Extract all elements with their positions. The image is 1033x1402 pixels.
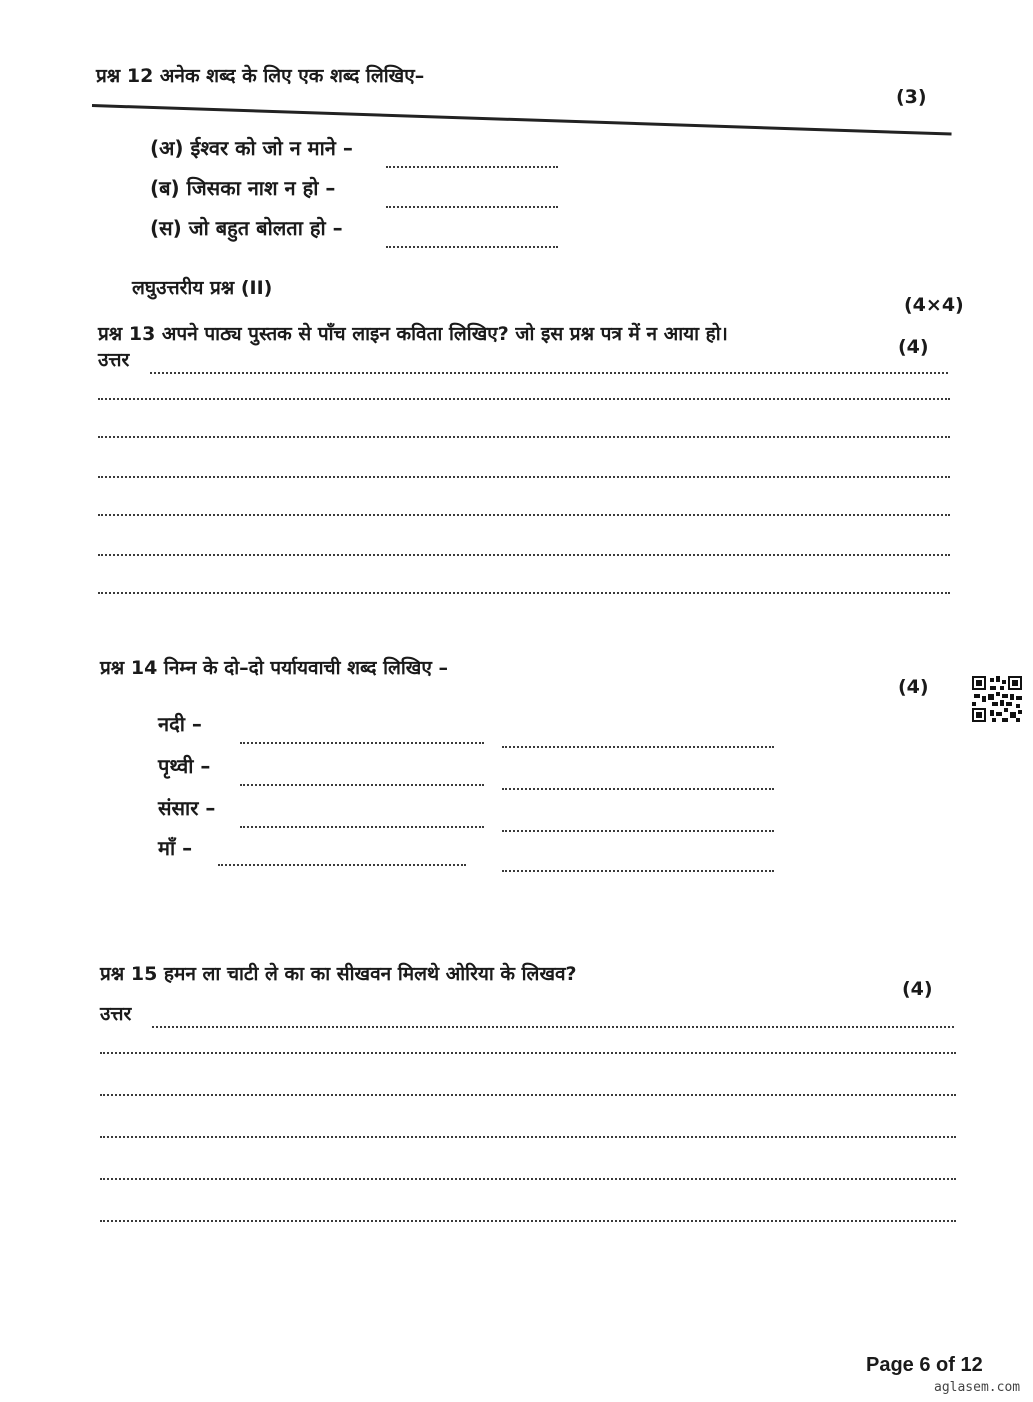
q12-item-a-label: (अ) ईश्वर को जो न माने – bbox=[150, 136, 353, 160]
q14-item-label: पृथ्वी – bbox=[158, 754, 211, 778]
section-marks: (4×4) bbox=[904, 294, 964, 316]
q14-item-label: संसार – bbox=[158, 796, 216, 820]
q14-item-answer-line-2 bbox=[502, 830, 774, 832]
q14-item-answer-line-1 bbox=[240, 784, 484, 786]
q15-answer-line bbox=[100, 1052, 956, 1054]
page-number: Page 6 of 12 bbox=[866, 1354, 983, 1376]
q13-answer-line bbox=[98, 436, 950, 438]
q12-item-b-label: (ब) जिसका नाश न हो – bbox=[150, 176, 336, 200]
q12-item-c-label: (स) जो बहुत बोलता हो – bbox=[150, 216, 343, 240]
q14-item-answer-line-2 bbox=[502, 746, 774, 748]
q14-item-answer-line-2 bbox=[502, 870, 774, 872]
q13-answer-line bbox=[98, 398, 950, 400]
q14-marks: (4) bbox=[898, 676, 929, 698]
q14-item-answer-line-1 bbox=[240, 742, 484, 744]
q12-marks: (3) bbox=[896, 86, 927, 108]
q13-answer-line bbox=[98, 514, 950, 516]
q15-answer-line bbox=[100, 1094, 956, 1096]
q13-answer-label: उत्तर bbox=[98, 349, 130, 371]
q12-underline bbox=[92, 104, 952, 136]
q14-item-answer-line-1 bbox=[240, 826, 484, 828]
q15-answer-line bbox=[152, 1026, 954, 1028]
section-title: लघुउत्तरीय प्रश्न (II) bbox=[132, 277, 273, 299]
q12-item-b-answer-line bbox=[386, 206, 558, 208]
q13-answer-line bbox=[98, 592, 950, 594]
q14-item-label: माँ – bbox=[158, 836, 193, 860]
q15-marks: (4) bbox=[902, 978, 933, 1000]
q15-heading: प्रश्न 15 हमन ला चाटी ले का का सीखवन मिलथे ओरिया के लिखव? bbox=[100, 963, 577, 985]
q15-answer-label: उत्तर bbox=[100, 1003, 132, 1025]
q12-item-c-answer-line bbox=[386, 246, 558, 248]
q15-answer-line bbox=[100, 1136, 956, 1138]
q13-answer-line bbox=[150, 372, 948, 374]
q13-answer-line bbox=[98, 476, 950, 478]
q13-answer-line bbox=[98, 554, 950, 556]
q12-item-a-answer-line bbox=[386, 166, 558, 168]
q15-answer-line bbox=[100, 1178, 956, 1180]
watermark: aglasem.com bbox=[934, 1380, 1021, 1395]
q14-item-answer-line-2 bbox=[502, 788, 774, 790]
q15-answer-line bbox=[100, 1220, 956, 1222]
q14-item-label: नदी – bbox=[158, 712, 202, 736]
q13-heading: प्रश्न 13 अपने पाठ्य पुस्तक से पाँच लाइन कविता लिखिए? जो इस प्रश्न पत्र में न आया हो। bbox=[98, 323, 728, 345]
qr-code-icon bbox=[972, 676, 1022, 722]
q12-heading: प्रश्न 12 अनेक शब्द के लिए एक शब्द लिखिए– bbox=[96, 65, 425, 87]
q14-heading: प्रश्न 14 निम्न के दो–दो पर्यायवाची शब्द लिखिए – bbox=[100, 657, 448, 679]
q13-marks: (4) bbox=[898, 336, 929, 358]
q14-item-answer-line-1 bbox=[218, 864, 466, 866]
